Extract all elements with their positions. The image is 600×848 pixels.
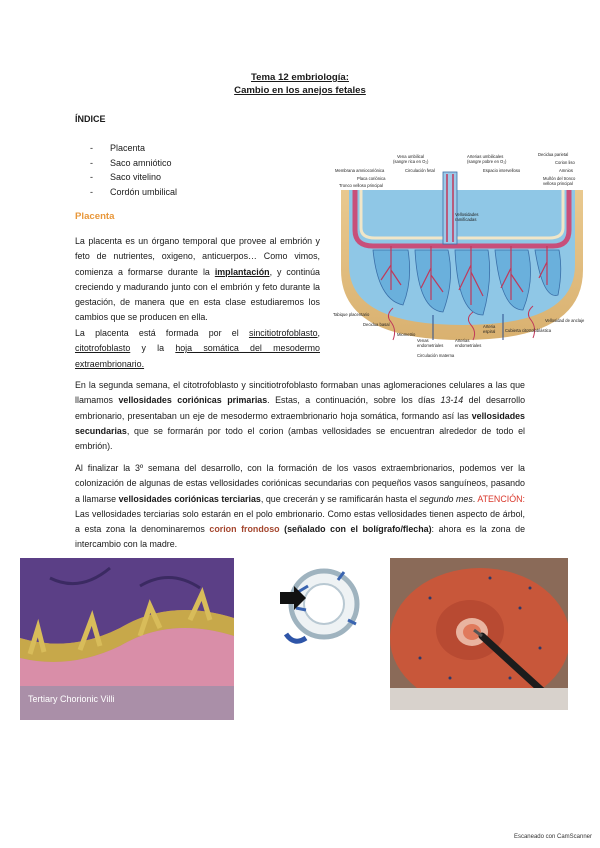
label-arteria-espiral-2: espiral xyxy=(483,329,496,334)
section-heading: Placenta xyxy=(75,211,115,222)
index-item: - Saco vitelino xyxy=(90,170,177,185)
p4-text: Las vellosidades terciarias solo estarán en el polo embrionario. Como estas vellosidades tienen aspecto de árbol, a esta zona la denominaremos xyxy=(75,508,525,535)
p1-text: , y continúa creciendo y madurando junto con el embrión y feto durante la gestación, de manera que en esta clase estudiaremos los cambios que se producen en ella. xyxy=(75,266,320,323)
label-vellosidades-2: ramificadas xyxy=(455,217,477,222)
p1-text: La placenta es un órgano temporal que provee al embrión y feto de nutrientes, oxigeno, anticuerpos… Como vimos, comienza a formarse durante la xyxy=(75,236,320,277)
label-vena-umbilical-sub: (sangre rica en O₂) xyxy=(393,159,429,164)
p3-italic: 13-14 xyxy=(440,395,464,406)
p4-text: : ahora es la zona de intercambio con la madre. xyxy=(75,524,526,550)
label-cubierta: Cubierta citotrofoblástica xyxy=(505,328,552,333)
label-tabique: Tabique placentario xyxy=(333,312,370,317)
label-decidua-parietal: Decidua parietal xyxy=(538,152,569,157)
page-title xyxy=(0,71,600,97)
label-vena-umbilical: Vena umbilical xyxy=(397,154,425,159)
p4-bold: (señalado con el bolígrafo/flecha) xyxy=(284,524,432,535)
p4-text: . xyxy=(472,493,478,504)
label-arterias-endometriales-2: endometriales xyxy=(455,343,482,348)
p4-highlight: corion frondoso xyxy=(209,524,280,535)
p3-text: , que se formarán por todo el corion (ambas vellosidades se encuentran alrededor de todo el embrión). xyxy=(75,425,525,452)
paragraph-2 xyxy=(75,326,320,372)
umbilical-cord xyxy=(443,172,457,244)
index-item: - Saco amniótico xyxy=(90,156,177,171)
embryo-sac-image xyxy=(278,562,364,652)
label-placa-corionica: Placa coriónica xyxy=(357,176,386,181)
p3-text: . Estas, a continuación, sobre los días xyxy=(267,395,441,406)
placenta-diagram xyxy=(333,150,591,362)
label-munon: Muñón del tronco xyxy=(543,176,576,181)
p3-bold: vellosidades coriónicas primarias xyxy=(118,395,268,406)
p2-underlined: sincitiotrofoblasto xyxy=(248,328,318,338)
p4-text: Al finalizar la 3º semana del desarrollo, con la formación de los vasos extraembrionarios, podemos ver la colonización de algunas de estas vellosidades coriónicas secundarias con pequeños vasos sanguíneos, pasando a llamarse xyxy=(75,463,525,504)
paragraph-3 xyxy=(75,378,525,454)
p2-underlined: citotrofoblasto xyxy=(75,343,131,354)
label-vellosidades: Vellosidades xyxy=(455,212,479,217)
title-line-2: Cambio en los anejos fetales xyxy=(234,85,366,96)
paragraph-4 xyxy=(75,461,525,553)
embryo-sac-illustration xyxy=(278,562,364,652)
p3-text: En la segunda semana, el citotrofoblasto y sincitiotrofoblasto formaban unas aglomeraciones celulares a las que llamamos xyxy=(75,380,525,406)
label-arterias-endometriales: Arterias xyxy=(455,338,470,343)
p3-text: del desarrollo embrionario, presentaban un eje de mesodermo extraembrionario hoja somática, formando así las xyxy=(75,395,525,421)
index-heading: ÍNDICE xyxy=(75,114,106,124)
p2-text: , xyxy=(317,328,320,338)
label-arteria-espiral: Arteria xyxy=(483,324,496,329)
label-membrana: Membrana amniocoriónica xyxy=(335,168,385,173)
p4-attention: ATENCIÓN: xyxy=(477,493,525,504)
placenta-model-photo xyxy=(390,558,568,710)
index-item: - Placenta xyxy=(90,141,177,156)
p2-text: y la xyxy=(130,343,176,354)
image-caption: Tertiary Chorionic Villi xyxy=(28,694,115,704)
label-miometrio: Miometrio xyxy=(397,332,416,337)
scanner-footer: Escaneado con CamScanner xyxy=(513,834,592,840)
label-tronco-velloso: Tronco velloso principal xyxy=(339,183,383,188)
index-item: - Cordón umbilical xyxy=(90,185,177,200)
label-arterias-umbilicales-sub: (sangre pobre en O₂) xyxy=(467,159,507,164)
tertiary-villi-image xyxy=(20,558,234,720)
placenta-model-illustration xyxy=(390,558,568,710)
label-amnios: Amnios xyxy=(559,168,573,173)
title-line-1: Tema 12 embriología: xyxy=(251,72,349,83)
p2-text: La placenta está formada por el xyxy=(75,328,249,338)
label-arterias-umbilicales: Arterias umbilicales xyxy=(467,154,504,159)
label-munon-2: velloso principal xyxy=(543,181,573,186)
label-vellosidad-anclaje: Vellosidad de anclaje xyxy=(545,318,585,323)
index-list xyxy=(90,141,177,199)
paragraph-1 xyxy=(75,234,320,326)
p3-bold: vellosidades secundarias xyxy=(75,410,525,436)
label-circulacion-materna: Circulación materna xyxy=(417,353,455,358)
p4-text: , que crecerán y se ramificarán hasta el xyxy=(260,493,420,504)
p4-italic: segundo mes xyxy=(419,493,473,504)
label-decidua-basal: Decidua basal xyxy=(363,322,390,327)
label-venas-endometriales-2: endometriales xyxy=(417,343,444,348)
p4-bold: vellosidades coriónicas terciarias xyxy=(118,493,261,504)
label-corion-liso: Corion liso xyxy=(555,160,575,165)
p1-bold: implantación xyxy=(214,266,270,277)
label-circulacion-fetal: Circulación fetal xyxy=(405,168,435,173)
label-venas-endometriales: Venas xyxy=(417,338,429,343)
label-espacio-intervelloso: Espacio intervelloso xyxy=(483,168,521,173)
p2-underlined: hoja somática del mesodermo extraembrionario. xyxy=(75,343,320,369)
